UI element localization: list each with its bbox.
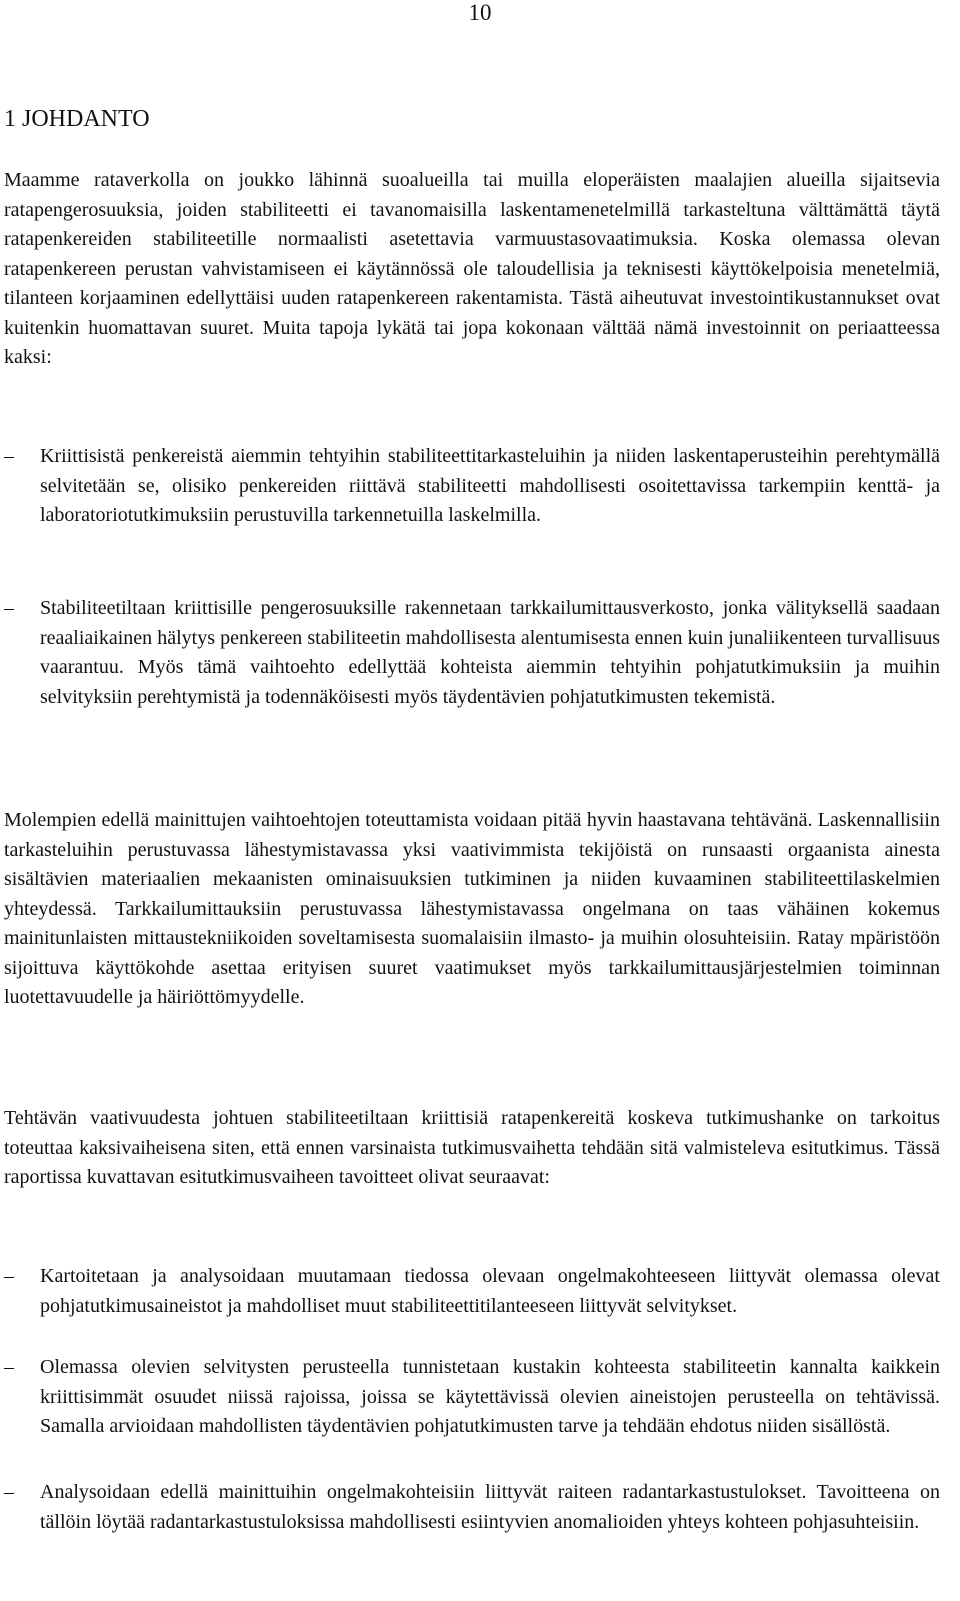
paragraph-challenges: Molempien edellä mainittujen vaihtoehtojen toteuttamista voidaan pitää hyvin haastavana tehtävänä. Laskennallisiin tarkasteluihin perustuvassa lähestymistavassa yksi vaativimmista tekijöistä on runsaasti orgaanista ainesta sisältävien materiaalien mekaanisten ominaisuuksien tutkiminen ja niiden kuvaaminen stabiliteettilaskelmien yhteydessä. Tarkkailumittauksiin perustuvassa lähestymistavassa ongelmana on taas vähäinen kokemus mainitunlaisten mittaustekniikoiden soveltamisesta suomalaisiin ilmasto- ja muihin olosuhteisiin. Ratay mpäristöön sijoittuva käyttökohde asettaa erityisen suuret vaatimukset myös tarkkailumittausjärjestelmien toiminnan luotettavuudelle ja häiriöttömyydelle. [4,809,940,1008]
bullet-item [4,594,940,712]
dash-bullet-icon: – [4,1481,14,1503]
bullet-text: Stabiliteetiltaan kriittisille pengerosuuksille rakennetaan tarkkailumittausverkosto, jonka välityksellä saadaan reaaliaikainen hälytys penkereen stabiliteetin mahdollisesta alentumisesta ennen kuin junaliikenteen turvallisuus vaarantuu. Myös tämä vaihtoehto edellyttää kohteista aiemmin tehtyihin pohjatutkimuksiin ja muihin selvityksiin perehtymistä ja todennäköisesti myös täydentävien pohjatutkimusten tekemistä. [40,597,940,708]
dash-bullet-icon: – [4,445,14,467]
dash-bullet-icon: – [4,1265,14,1287]
bullet-item [4,1262,940,1321]
bullet-item [4,1478,940,1537]
paragraph-intro: Maamme rataverkolla on joukko lähinnä suoalueilla tai muilla eloperäisten maalajien alueilla sijaitsevia ratapengerosuuksia, joiden stabiliteetti ei tavanomaisilla laskentamenetelmillä tarkasteltuna välttämättä täytä ratapenkereiden stabiliteetille normaalisti asetettavia varmuustasovaatimuksia. Koska olemassa olevan ratapenkereen perustan vahvistamiseen ei käytännössä ole taloudellisia ja teknisesti käyttökelpoisia menetelmiä, tilanteen korjaaminen edellyttäisi uuden ratapenkereen rakentamista. Tästä aiheutuvat investointikustannukset ovat kuitenkin huomattavan suuret. Muita tapoja lykätä tai jopa kokonaan välttää nämä investoinnit on periaatteessa kaksi: [4,169,940,368]
section-heading: 1 JOHDANTO [4,106,150,132]
bullet-item [4,442,940,531]
bullet-text: Kartoitetaan ja analysoidaan muutamaan tiedossa olevaan ongelmakohteeseen liittyvät olemassa olevat pohjatutkimusaineistot ja mahdolliset muut stabiliteettitilanteeseen liittyvät selvitykset. [40,1265,940,1317]
bullet-text: Olemassa olevien selvitysten perusteella tunnistetaan kustakin kohteesta stabiliteetin kannalta kaikkein kriittisimmät osuudet niissä rajoissa, joissa se käytettävissä olevien aineistojen perusteella on tehtävissä. Samalla arvioidaan mahdollisten täydentävien pohjatutkimusten tarve ja tehdään ehdotus niiden sisällöstä. [40,1356,940,1437]
bullet-item [4,1353,940,1442]
bullet-text: Analysoidaan edellä mainittuihin ongelmakohteisiin liittyvät raiteen radantarkastustulokset. Tavoitteena on tällöin löytää radantarkastustuloksissa mahdollisesti esiintyvien anomalioiden yhteys kohteen pohjasuhteisiin. [40,1481,940,1533]
bullet-text: Kriittisistä penkereistä aiemmin tehtyihin stabiliteettitarkasteluihin ja niiden laskentaperusteihin perehtymällä selvitetään se, olisiko penkereiden riittävä stabiliteetti mahdollisesti osoitettavissa tarkempiin kenttä- ja laboratoriotutkimuksiin perustuvilla tarkennetuilla laskelmilla. [40,445,940,526]
paragraph-objectives: Tehtävän vaativuudesta johtuen stabiliteetiltaan kriittisiä ratapenkereitä koskeva tutkimushanke on tarkoitus toteuttaa kaksivaiheisena siten, että ennen varsinaista tutkimusvaihetta tehdään sitä valmisteleva esitutkimus. Tässä raportissa kuvattavan esitutkimusvaiheen tavoitteet olivat seuraavat: [4,1107,940,1188]
page-number: 10 [468,0,492,25]
dash-bullet-icon: – [4,597,14,619]
dash-bullet-icon: – [4,1356,14,1378]
